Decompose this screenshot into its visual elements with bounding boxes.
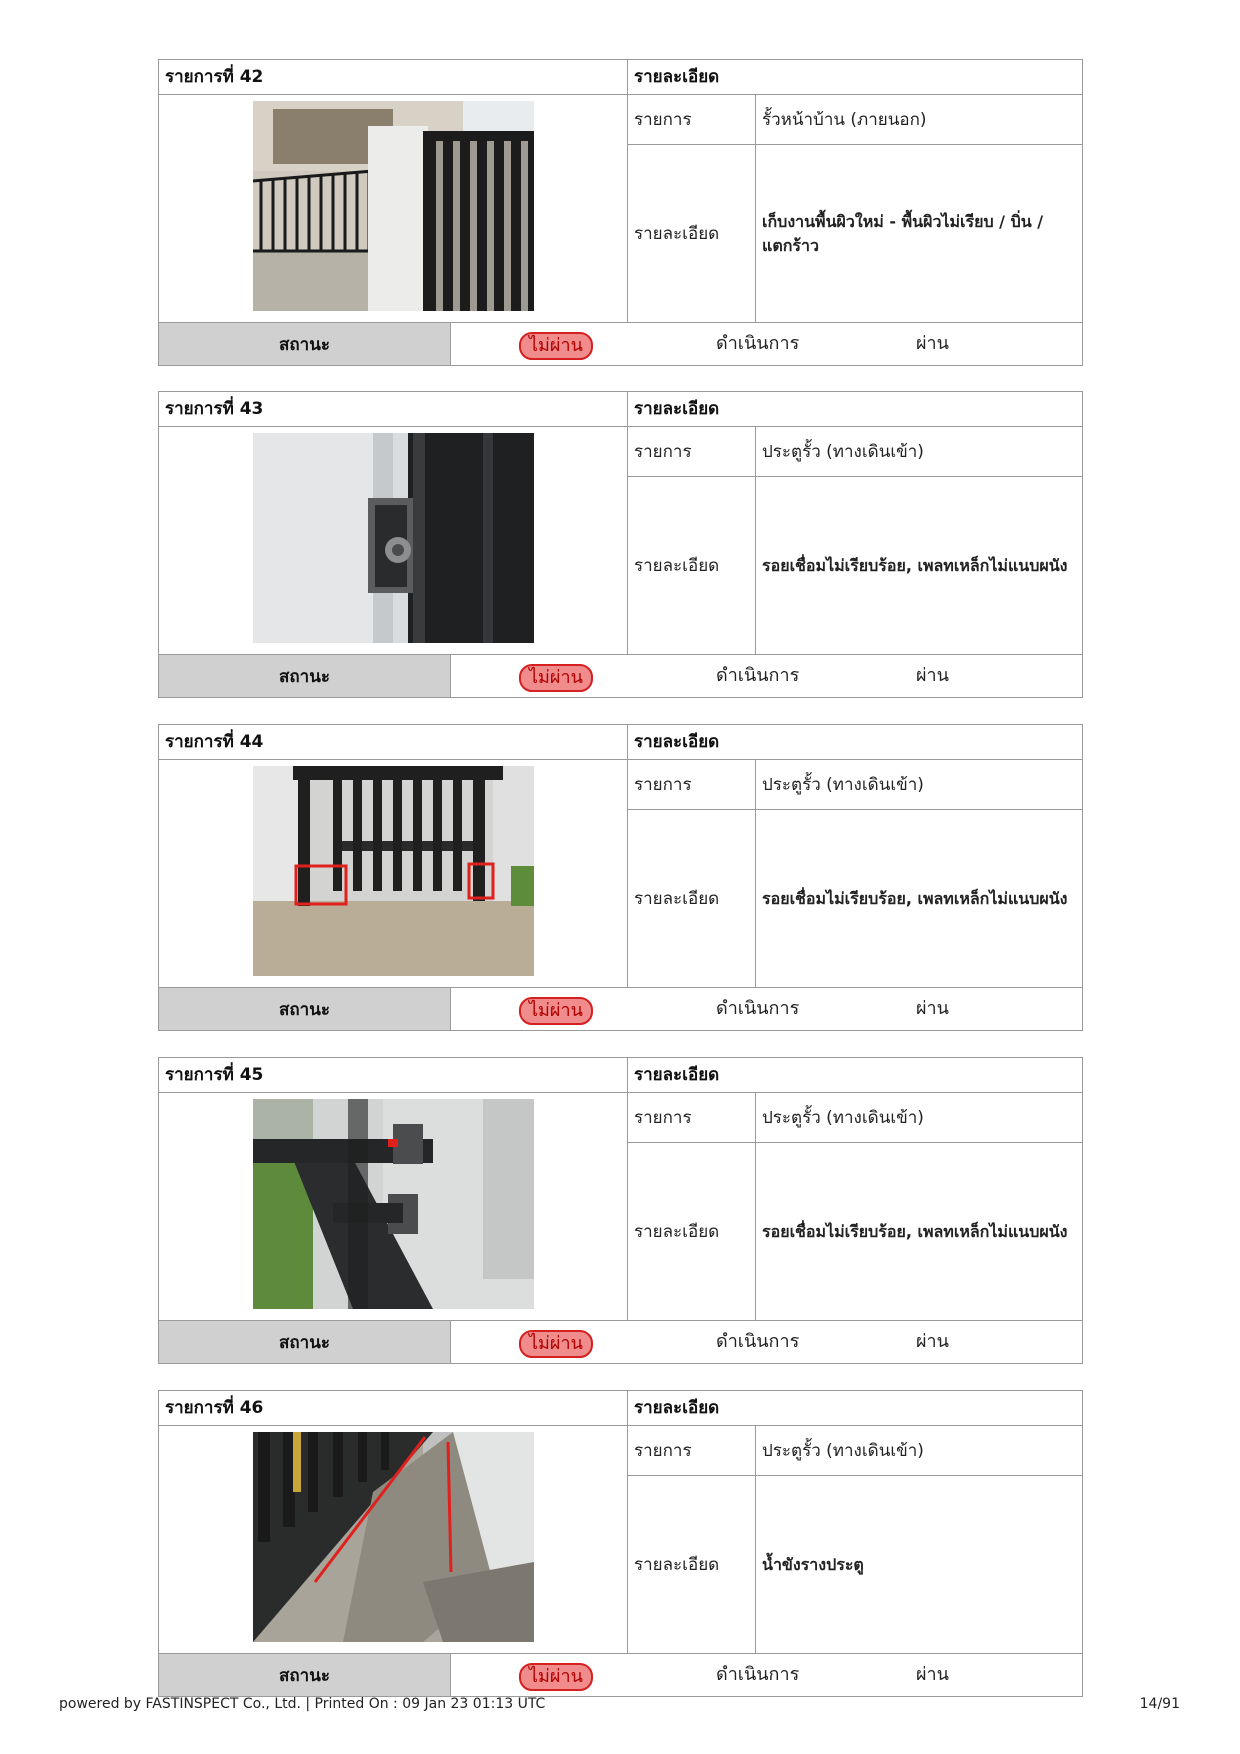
status-in-progress-option[interactable]: ดำเนินการ xyxy=(716,333,800,354)
item-title: รายการที่ 42 xyxy=(159,60,628,94)
status-in-progress-option[interactable]: ดำเนินการ xyxy=(716,998,800,1019)
detail-value: รอยเชื่อมไม่เรียบร้อย, เพลทเหล็กไม่แนบผนัง xyxy=(762,1221,1068,1241)
detail-label: รายละเอียด xyxy=(628,477,756,654)
item-title: รายการที่ 44 xyxy=(159,725,628,759)
item-label: รายการ xyxy=(628,760,756,809)
item-photo[interactable] xyxy=(253,1432,534,1642)
status-label: สถานะ xyxy=(159,655,451,697)
detail-label: รายละเอียด xyxy=(628,1476,756,1653)
status-fail-option[interactable]: ไม่ผ่าน xyxy=(519,997,593,1025)
detail-value: รอยเชื่อมไม่เรียบร้อย, เพลทเหล็กไม่แนบผนัง xyxy=(762,888,1068,908)
item-title: รายการที่ 43 xyxy=(159,392,628,426)
status-pass-option[interactable]: ผ่าน xyxy=(916,1664,949,1685)
details-header: รายละเอียด xyxy=(634,732,720,752)
item-label: รายการ xyxy=(628,427,756,476)
details-header: รายละเอียด xyxy=(634,399,720,419)
footer-printed-on: powered by FASTINSPECT Co., Ltd. | Printed On : 09 Jan 23 01:13 UTC xyxy=(59,1696,546,1712)
status-label: สถานะ xyxy=(159,1321,451,1363)
item-label: รายการ xyxy=(628,1426,756,1475)
item-photo[interactable] xyxy=(253,101,534,311)
status-pass-option[interactable]: ผ่าน xyxy=(916,665,949,686)
item-label: รายการ xyxy=(628,95,756,144)
item-title: รายการที่ 46 xyxy=(159,1391,628,1425)
status-pass-option[interactable]: ผ่าน xyxy=(916,333,949,354)
details-header: รายละเอียด xyxy=(634,1398,720,1418)
status-in-progress-option[interactable]: ดำเนินการ xyxy=(716,1331,800,1352)
item-label: รายการ xyxy=(628,1093,756,1142)
detail-value: รอยเชื่อมไม่เรียบร้อย, เพลทเหล็กไม่แนบผนัง xyxy=(762,555,1068,575)
detail-label: รายละเอียด xyxy=(628,1143,756,1320)
detail-label: รายละเอียด xyxy=(628,810,756,987)
detail-value: น้ำขังรางประตู xyxy=(762,1554,864,1574)
item-value: ประตูรั้ว (ทางเดินเข้า) xyxy=(762,442,924,462)
status-pass-option[interactable]: ผ่าน xyxy=(916,1331,949,1352)
status-label: สถานะ xyxy=(159,1654,451,1696)
status-label: สถานะ xyxy=(159,323,451,365)
inspection-item-44 xyxy=(158,724,1083,1031)
details-header: รายละเอียด xyxy=(634,67,720,87)
status-fail-option[interactable]: ไม่ผ่าน xyxy=(519,1663,593,1691)
item-title: รายการที่ 45 xyxy=(159,1058,628,1092)
item-value: ประตูรั้ว (ทางเดินเข้า) xyxy=(762,775,924,795)
detail-label: รายละเอียด xyxy=(628,145,756,322)
details-header: รายละเอียด xyxy=(634,1065,720,1085)
item-value: รั้วหน้าบ้าน (ภายนอก) xyxy=(762,110,927,130)
inspection-item-45 xyxy=(158,1057,1083,1364)
status-in-progress-option[interactable]: ดำเนินการ xyxy=(716,1664,800,1685)
item-photo[interactable] xyxy=(253,433,534,643)
status-pass-option[interactable]: ผ่าน xyxy=(916,998,949,1019)
item-value: ประตูรั้ว (ทางเดินเข้า) xyxy=(762,1441,924,1461)
item-photo[interactable] xyxy=(253,766,534,976)
status-label: สถานะ xyxy=(159,988,451,1030)
inspection-item-46 xyxy=(158,1390,1083,1697)
detail-value: เก็บงานพื้นผิวใหม่ - พื้นผิวไม่เรียบ / บิ่น / แตกร้าว xyxy=(762,211,1044,255)
inspection-item-42 xyxy=(158,59,1083,366)
item-value: ประตูรั้ว (ทางเดินเข้า) xyxy=(762,1108,924,1128)
inspection-item-43 xyxy=(158,391,1083,698)
status-fail-option[interactable]: ไม่ผ่าน xyxy=(519,664,593,692)
status-fail-option[interactable]: ไม่ผ่าน xyxy=(519,1330,593,1358)
status-in-progress-option[interactable]: ดำเนินการ xyxy=(716,665,800,686)
item-photo[interactable] xyxy=(253,1099,534,1309)
page-number: 14/91 xyxy=(1139,1696,1180,1712)
status-fail-option[interactable]: ไม่ผ่าน xyxy=(519,332,593,360)
